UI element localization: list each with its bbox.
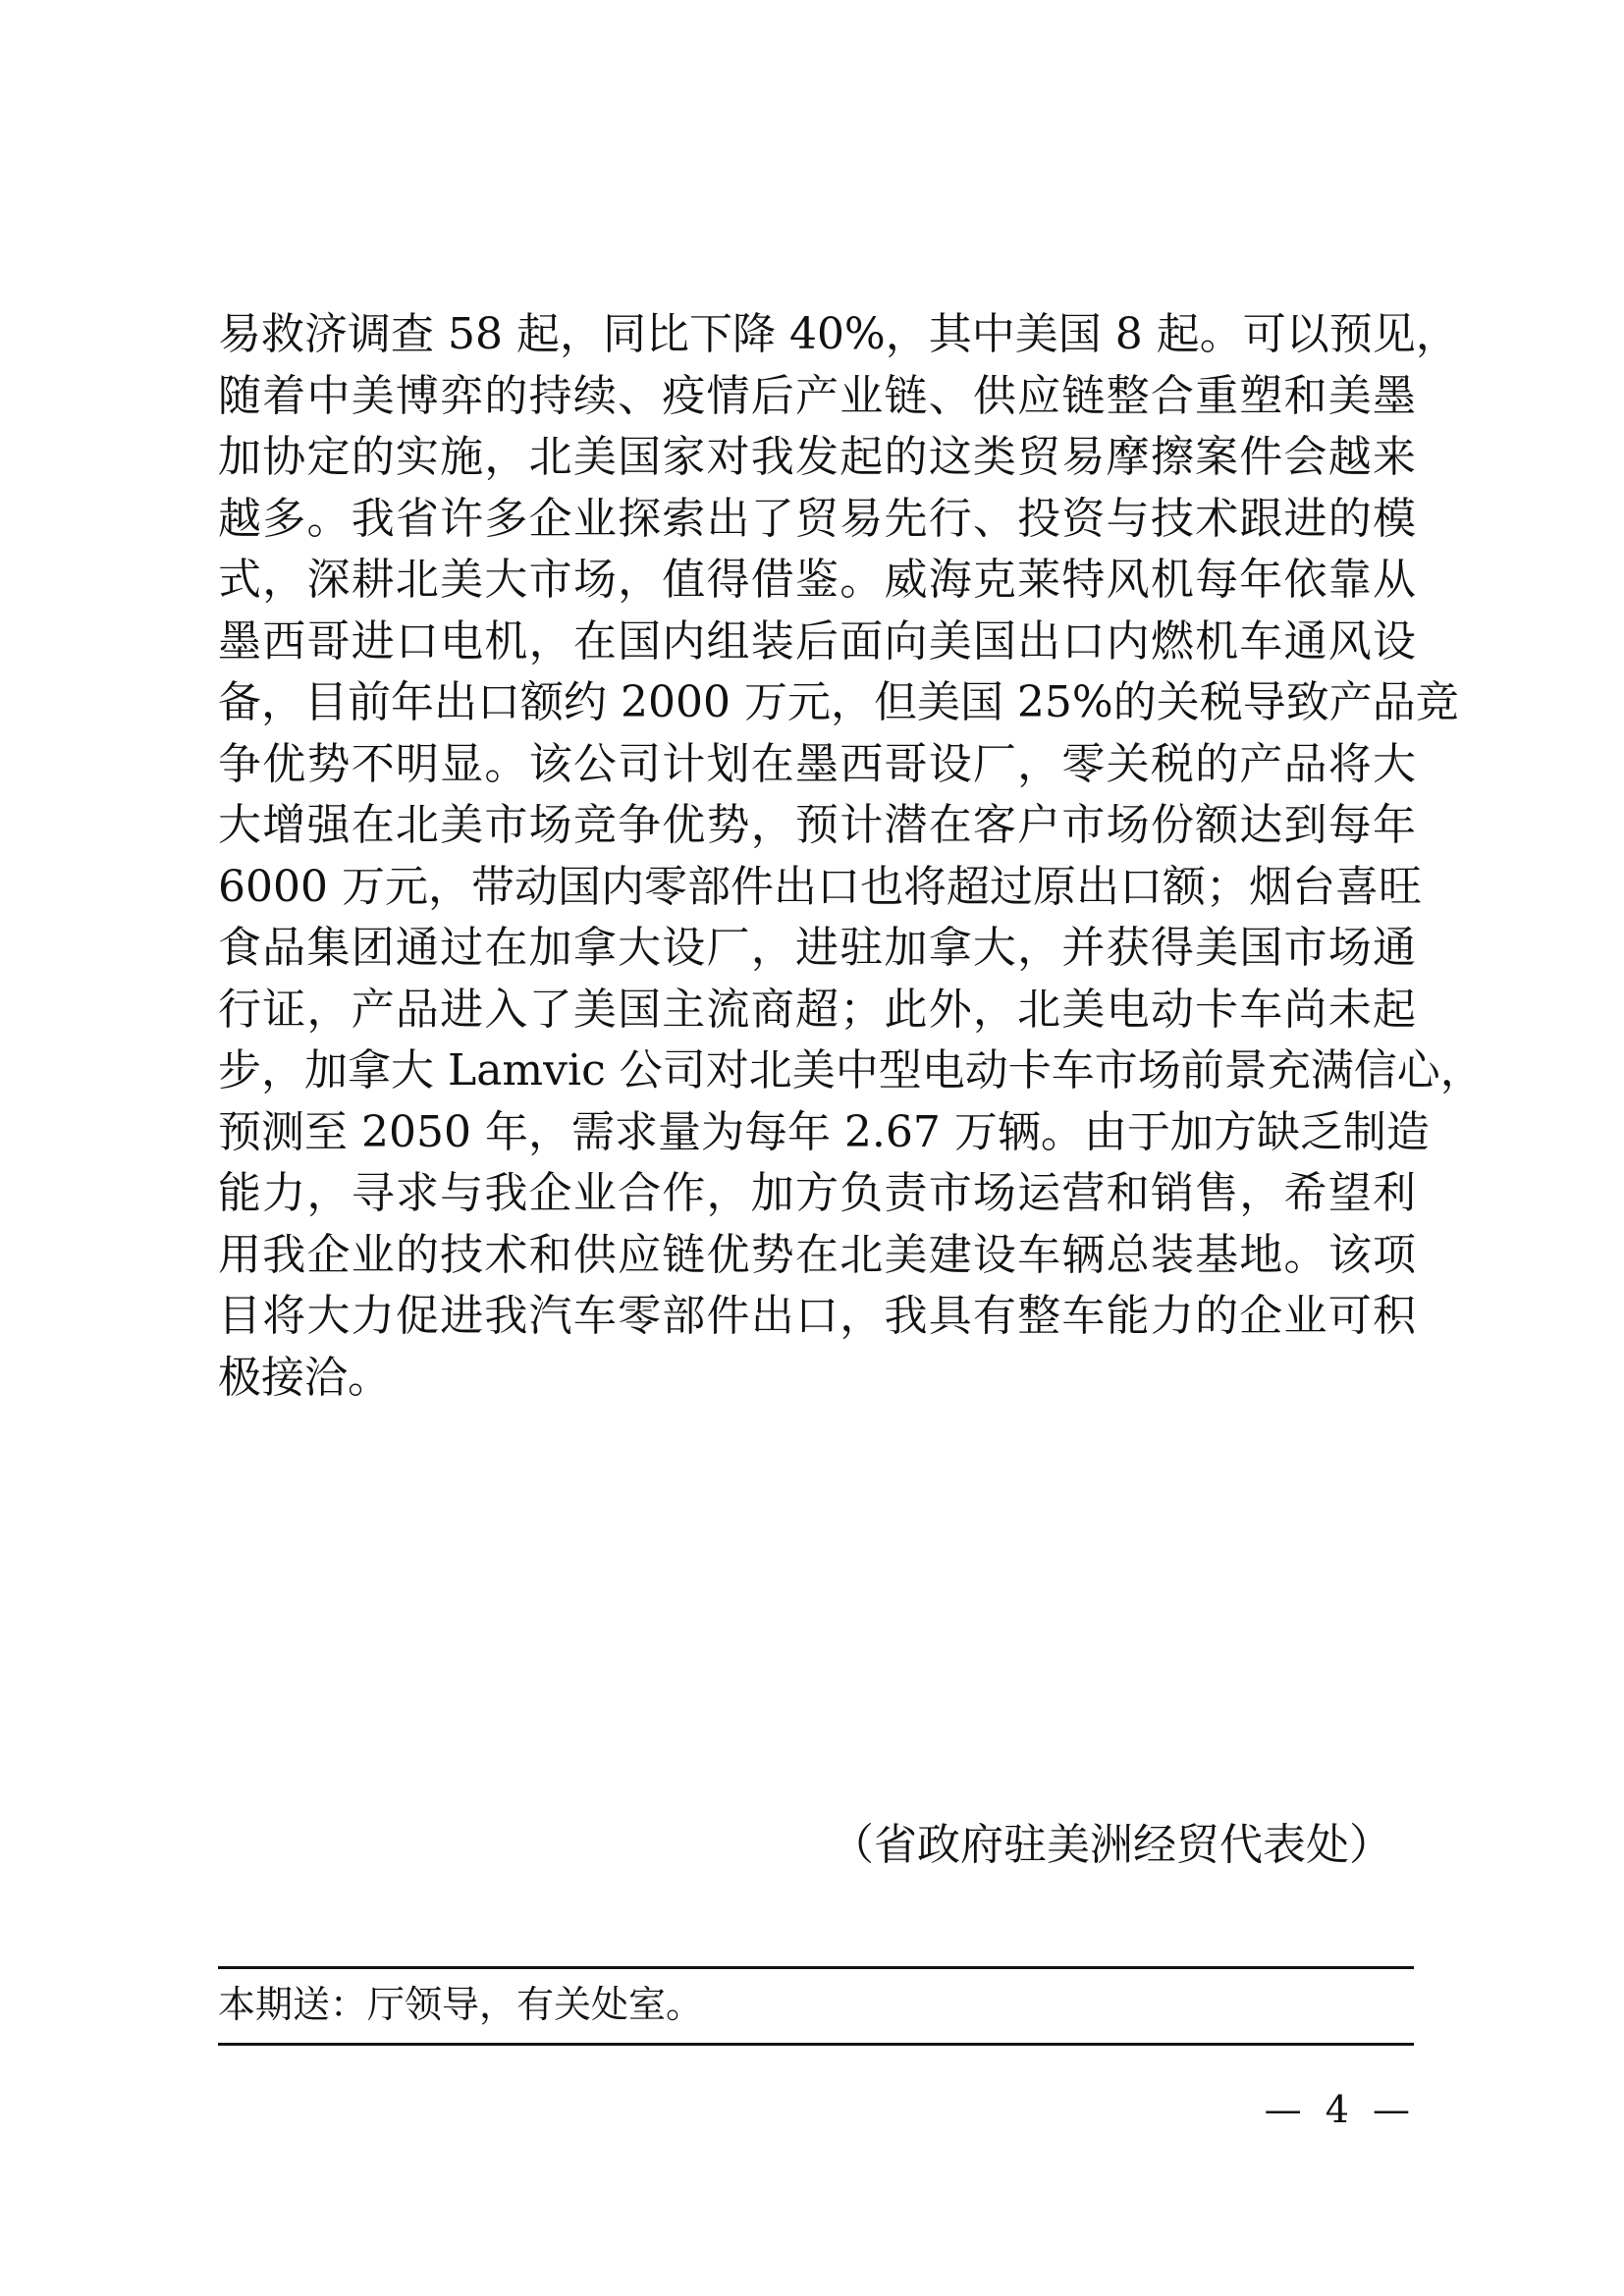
body-line: 墨西哥进口电机，在国内组装后面向美国出口内燃机车通风设 — [218, 615, 1416, 667]
body-line: 极接洽。 — [218, 1352, 391, 1403]
body-line: 大增强在北美市场竞争优势，预计潜在客户市场份额达到每年 — [218, 800, 1416, 850]
body-line: 用我企业的技术和供应链优势在北美建设车辆总装基地。该项 — [218, 1229, 1416, 1280]
distribution-list: 本期送：厅领导，有关处室。 — [218, 1983, 704, 2026]
body-line: 步，加拿大 Lamvic 公司对北美中型电动卡车市场前景充满信心， — [218, 1045, 1484, 1095]
body-line: 加协定的实施，北美国家对我发起的这类贸易摩擦案件会越来 — [218, 432, 1416, 482]
body-line: 目将大力促进我汽车零部件出口，我具有整车能力的企业可积 — [218, 1291, 1416, 1341]
body-line: 6000 万元，带动国内零部件出口也将超过原出口额；烟台喜旺 — [218, 861, 1422, 912]
page-number: — 4 — — [1264, 2088, 1416, 2131]
body-line: 易救济调查 58 起，同比下降 40%，其中美国 8 起。可以预见， — [218, 309, 1459, 359]
body-paragraph — [218, 304, 1484, 1409]
body-line: 争优势不明显。该公司计划在墨西哥设厂，零关税的产品将大 — [218, 738, 1416, 789]
body-line: 行证，产品进入了美国主流商超；此外，北美电动卡车尚未起 — [218, 984, 1416, 1035]
body-line: 能力，寻求与我企业合作，加方负责市场运营和销售，希望利 — [218, 1168, 1416, 1218]
distribution-bottom-rule — [218, 2043, 1414, 2046]
issuer-signature: （省政府驻美洲经贸代表处） — [831, 1820, 1392, 1870]
distribution-top-rule — [218, 1966, 1414, 1969]
body-line: 备，目前年出口额约 2000 万元，但美国 25%的关税导致产品竞 — [218, 677, 1459, 727]
body-line: 预测至 2050 年，需求量为每年 2.67 万辆。由于加方缺乏制造 — [218, 1106, 1430, 1157]
body-line: 越多。我省许多企业探索出了贸易先行、投资与技术跟进的模 — [218, 493, 1416, 544]
body-line: 随着中美博弈的持续、疫情后产业链、供应链整合重塑和美墨 — [218, 370, 1416, 421]
body-line: 式，深耕北美大市场，值得借鉴。威海克莱特风机每年依靠从 — [218, 555, 1416, 605]
body-line: 食品集团通过在加拿大设厂，进驻加拿大，并获得美国市场通 — [218, 923, 1416, 973]
